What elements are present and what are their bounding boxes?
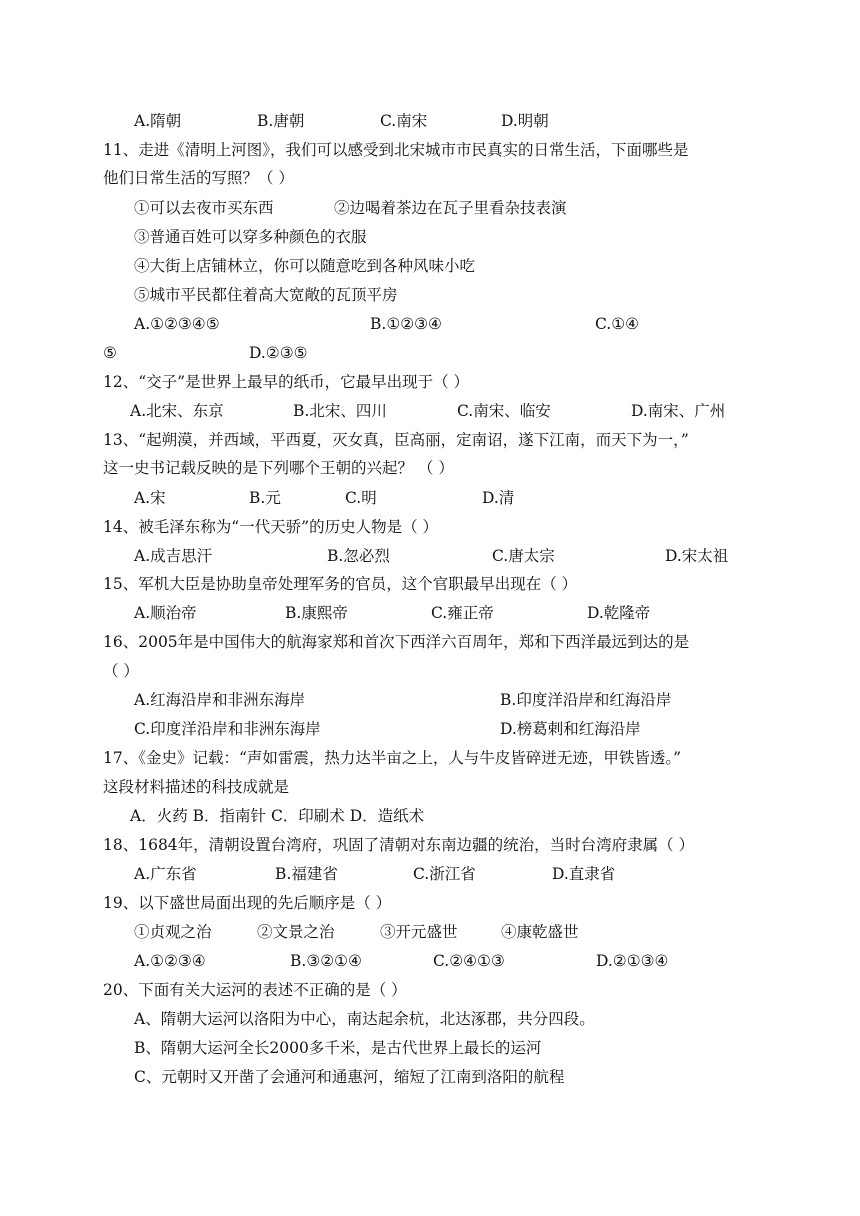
- statement-line: ①贞观之治: [134, 923, 212, 941]
- option-line: A.顺治帝: [134, 604, 197, 622]
- question-text: 这段材料描述的科技成就是: [103, 778, 290, 796]
- option-line: A.红海沿岸和非洲东海岸: [134, 691, 306, 709]
- question-text: 20、下面有关大运河的表述不正确的是（ ）: [103, 981, 407, 999]
- option-line: C.②④①③: [433, 952, 505, 970]
- option-line: A.成吉思汗: [134, 547, 213, 565]
- question-text: 17、《金史》记载：“声如雷震，热力达半亩之上，人与牛皮皆碎迸无迹，甲铁皆透。”: [103, 749, 682, 767]
- option-line: C.①④: [595, 315, 640, 333]
- option-line: B.福建省: [275, 865, 338, 883]
- option-line: C.南宋、临安: [457, 402, 551, 420]
- option-line: D.直隶省: [552, 865, 616, 883]
- statement-line: ④大街上店铺林立，你可以随意吃到各种风味小吃: [134, 257, 476, 275]
- question-text: 14、被毛泽东称为“一代天骄”的历史人物是（ ）: [103, 518, 438, 536]
- statement-line: A、隋朝大运河以洛阳为中心，南达起余杭，北达涿郡，共分四段。: [134, 1010, 595, 1028]
- option-line: C.雍正帝: [431, 604, 494, 622]
- statement-line: ④康乾盛世: [501, 923, 579, 941]
- question-text: 他们日常生活的写照？（ ）: [103, 169, 294, 187]
- option-line: A.北宋、东京: [130, 402, 224, 420]
- option-line: B.唐朝: [257, 112, 305, 130]
- option-line: D.乾隆帝: [587, 604, 651, 622]
- question-text: （ ）: [103, 662, 139, 680]
- question-text: 11、走进《清明上河图》，我们可以感受到北宋城市市民真实的日常生活，下面哪些是: [103, 141, 689, 159]
- option-line: C.浙江省: [413, 865, 476, 883]
- option-line: A.①②③④: [134, 952, 206, 970]
- statement-line: ⑤城市平民都住着高大宽敞的瓦顶平房: [134, 286, 398, 304]
- option-line: D.②①③④: [596, 952, 669, 970]
- option-line: B.康熙帝: [285, 604, 348, 622]
- option-line: D.明朝: [501, 112, 549, 130]
- option-line: A．火药 B．指南针 C．印刷术 D．造纸术: [130, 807, 425, 825]
- option-line: C.印度洋沿岸和非洲东海岸: [134, 720, 321, 738]
- option-line: B.北宋、四川: [293, 402, 387, 420]
- option-line: D.②③⑤: [249, 344, 308, 362]
- statement-line: ②文景之治: [257, 923, 335, 941]
- option-line: C.南宋: [380, 112, 428, 130]
- statement-line: ②边喝着茶边在瓦子里看杂技表演: [334, 199, 567, 217]
- question-text: 16、2005年是中国伟大的航海家郑和首次下西洋六百周年，郑和下西洋最远到达的是: [103, 633, 690, 651]
- option-line: D.宋太祖: [665, 547, 729, 565]
- option-line: B.印度洋沿岸和红海沿岸: [500, 691, 672, 709]
- option-line: D.榜葛剌和红海沿岸: [500, 720, 641, 738]
- statement-line: ①可以去夜市买东西: [134, 199, 274, 217]
- option-line: D.清: [482, 489, 515, 507]
- option-line: A.①②③④⑤: [134, 315, 220, 333]
- option-line: A.宋: [134, 489, 166, 507]
- question-text: 12、“交子”是世界上最早的纸币，它最早出现于（ ）: [103, 373, 469, 391]
- statement-line: ③开元盛世: [380, 923, 458, 941]
- option-line: B.③②①④: [290, 952, 362, 970]
- option-line: C.唐太宗: [492, 547, 555, 565]
- statement-line: B、隋朝大运河全长2000多千米，是古代世界上最长的运河: [134, 1039, 542, 1057]
- option-line: B.元: [249, 489, 281, 507]
- question-text: 18、1684年，清朝设置台湾府，巩固了清朝对东南边疆的统治，当时台湾府隶属（ ）: [103, 836, 695, 854]
- question-text: 15、军机大臣是协助皇帝处理军务的官员，这个官职最早出现在（ ）: [103, 575, 578, 593]
- statement-line: ③普通百姓可以穿多种颜色的衣服: [134, 228, 367, 246]
- option-line: C.明: [345, 489, 377, 507]
- option-line: B.①②③④: [370, 315, 442, 333]
- statement-line: C、元朝时又开凿了会通河和通惠河，缩短了江南到洛阳的航程: [134, 1068, 565, 1086]
- option-line: ⑤: [103, 344, 117, 362]
- question-text: 13、“起朔漠，并西域，平西夏，灭女真，臣高丽，定南诏，遂下江南，而天下为一，”: [103, 431, 689, 449]
- question-text: 这一史书记载反映的是下列哪个王朝的兴起？ （ ）: [103, 459, 454, 477]
- option-line: A.广东省: [134, 865, 197, 883]
- question-text: 19、以下盛世局面出现的先后顺序是（ ）: [103, 894, 392, 912]
- option-line: A.隋朝: [134, 112, 182, 130]
- option-line: D.南宋、广州: [631, 402, 726, 420]
- option-line: B.忽必烈: [327, 547, 390, 565]
